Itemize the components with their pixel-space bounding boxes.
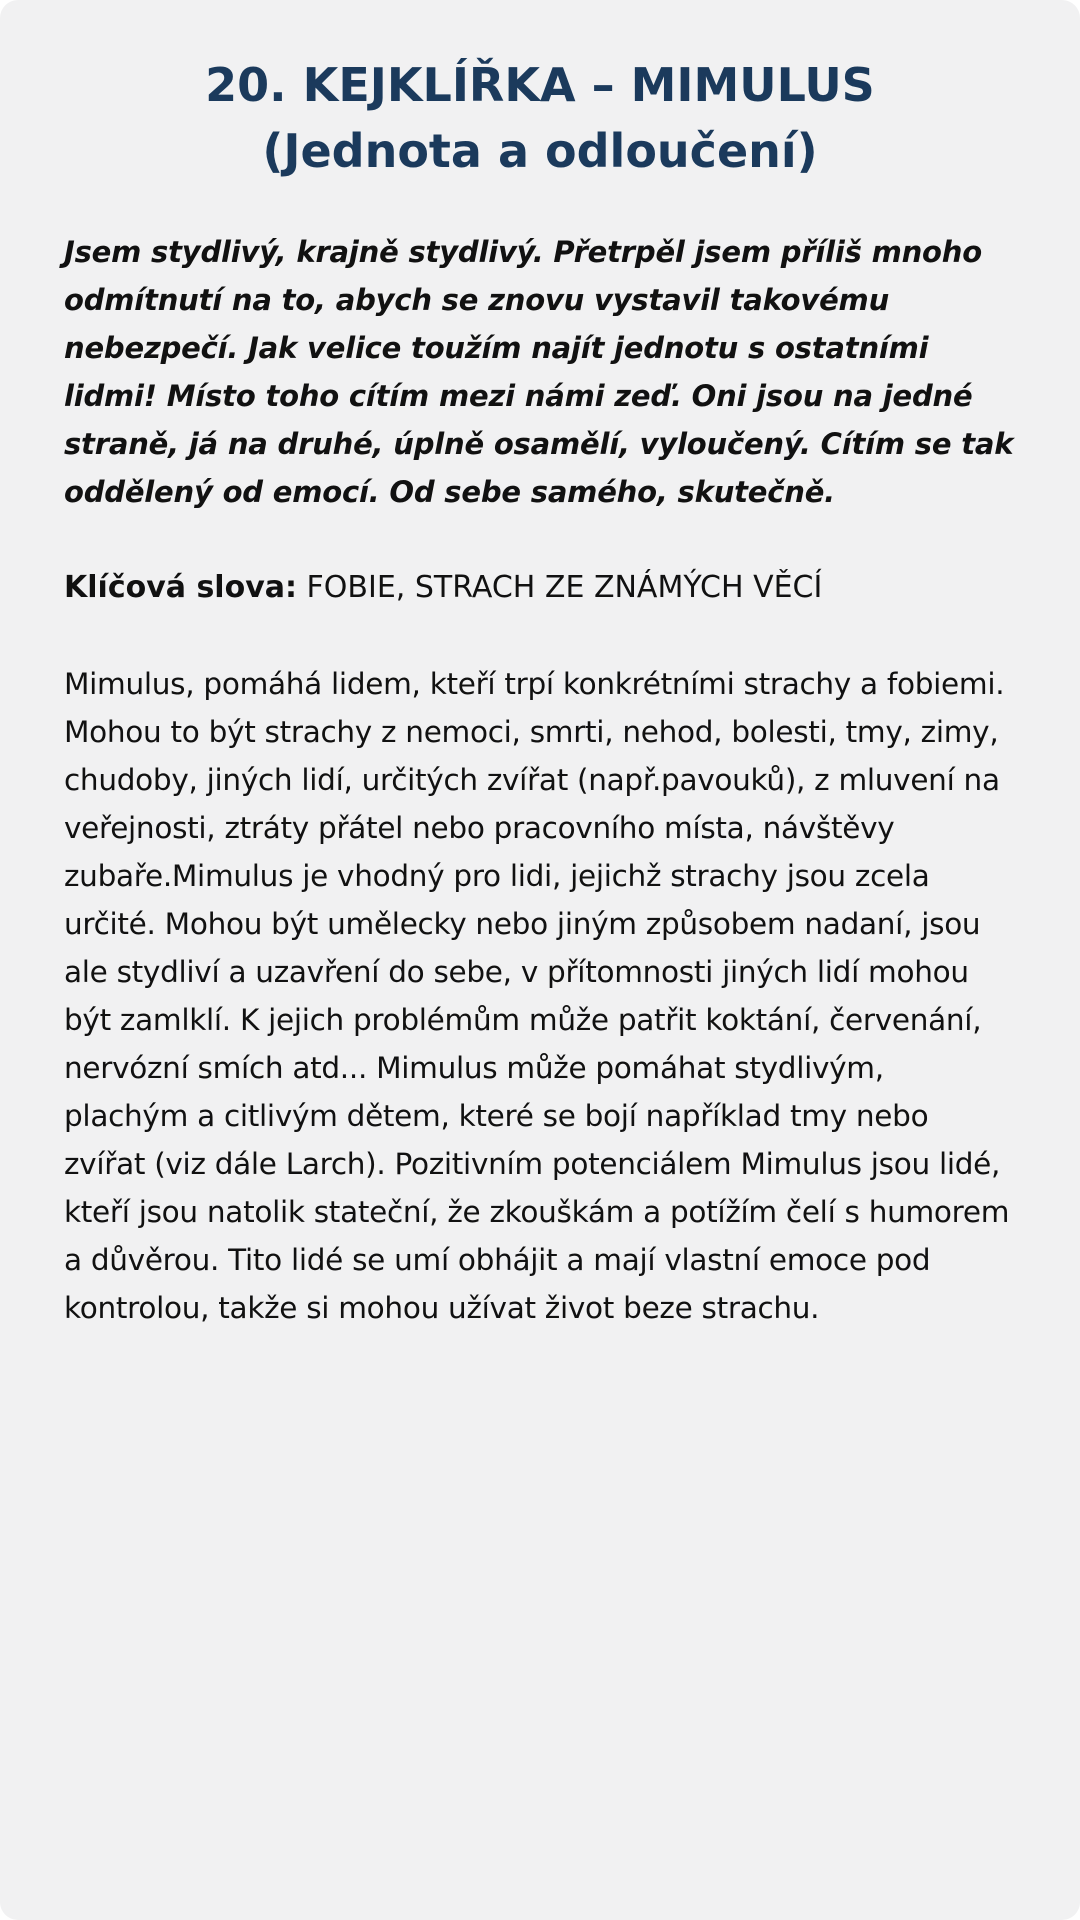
keywords-value: FOBIE, STRACH ZE ZNÁMÝCH VĚCÍ — [297, 570, 823, 605]
page-title — [64, 52, 1016, 184]
description-paragraph: Mimulus, pomáhá lidem, kteří trpí konkrétními strachy a fobiemi. Mohou to být strachy z nemoci, smrti, nehod, bolesti, tmy, zimy, chudoby, jiných lidí, určitých zvířat (např.pavouků), z mluvení na veřejnosti, ztráty přátel nebo pracovního místa, návštěvy zubaře.Mimulus je vhodný pro lidi, jejichž strachy jsou zcela určité. Mohou být umělecky nebo jiným způsobem nadaní, jsou ale stydliví a uzavření do sebe, v přítomnosti jiných lidí mohou být zamlklí. K jejich problémům může patřit koktání, červenání, nervózní smích atd... Mimulus může pomáhat stydlivým, plachým a citlivým dětem, které se bojí například tmy nebo zvířat (viz dále Larch). Pozitivním potenciálem Mimulus jsou lidé, kteří jsou natolik stateční, že zkouškám a potížím čelí s humorem a důvěrou. Tito lidé se umí obhájit a mají vlastní emoce pod kontrolou, takže si mohou užívat život beze strachu. — [64, 667, 1010, 1325]
page-title-line2: (Jednota a odloučení) — [262, 124, 818, 178]
keywords-line — [64, 564, 1016, 612]
page-title-line1: 20. KEJKLÍŘKA – MIMULUS — [205, 58, 875, 112]
keywords-label: Klíčová slova: — [64, 570, 297, 605]
quote-paragraph: Jsem stydlivý, krajně stydlivý. Přetrpěl jsem příliš mnoho odmítnutí na to, abych se znovu vystavil takovému nebezpečí. Jak velice toužím najít jednotu s ostatními lidmi! Místo toho cítím mezi námi zeď. Oni jsou na jedné straně, já na druhé, úplně osamělí, vyloučený. Cítím se tak oddělený od emocí. Od sebe samého, skutečně. — [64, 235, 1014, 509]
